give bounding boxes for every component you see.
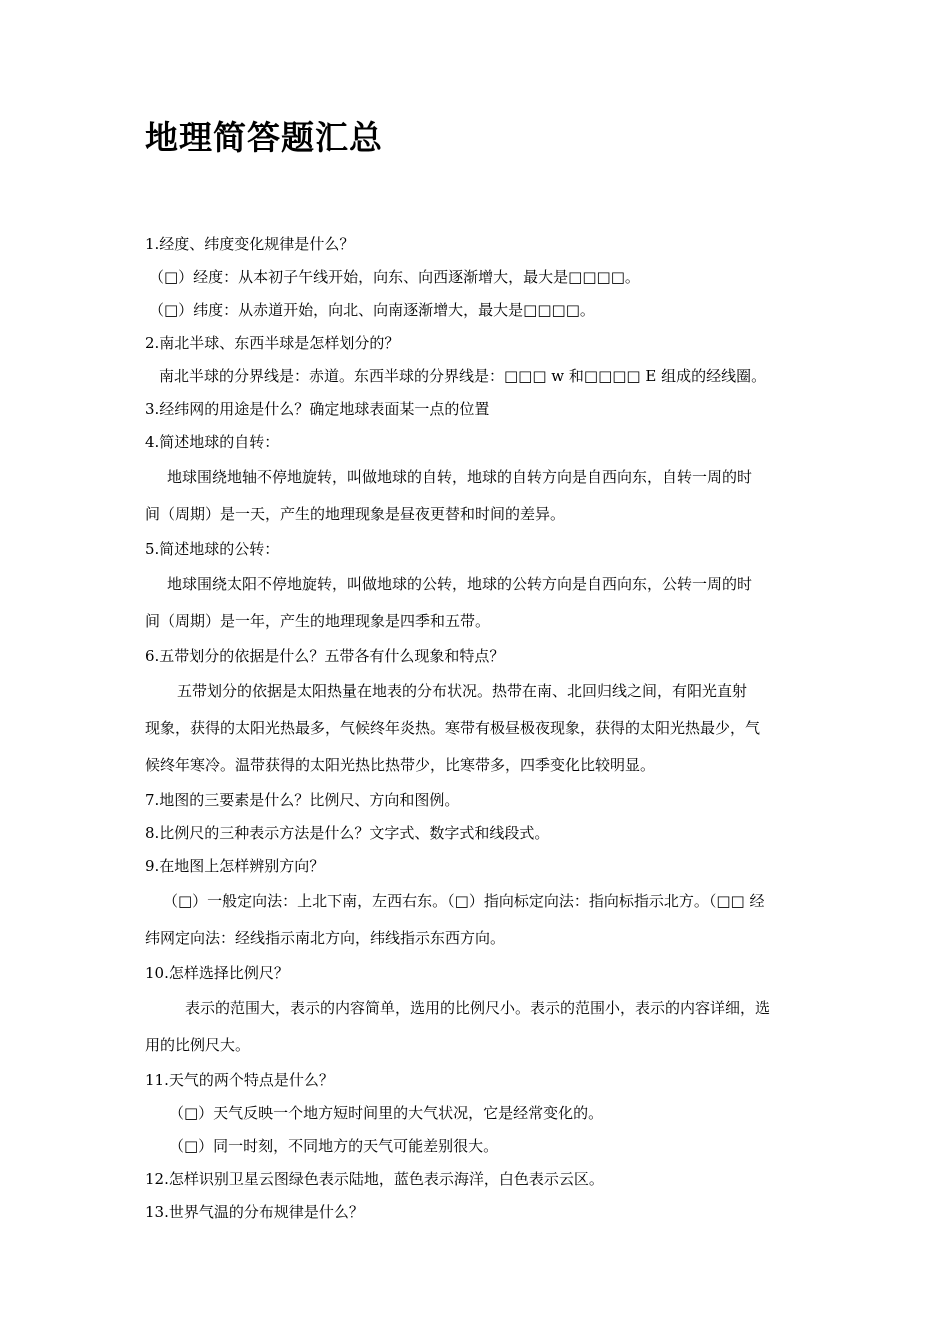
question-7: 7.地图的三要素是什么？比例尺、方向和图例。 — [145, 791, 460, 809]
answer-2: 南北半球的分界线是：赤道。东西半球的分界线是：□□□ w 和□□□□ E 组成的经线圈。 — [159, 367, 767, 385]
answer-1-longitude: （□）经度：从本初子午线开始，向东、向西逐渐增大，最大是□□□□。 — [149, 268, 640, 286]
question-1: 1.经度、纬度变化规律是什么？ — [145, 235, 355, 253]
page-title: 地理简答题汇总 — [145, 118, 383, 157]
question-13: 13.世界气温的分布规律是什么？ — [145, 1203, 364, 1221]
answer-5-line-2: 间（周期）是一年，产生的地理现象是四季和五带。 — [145, 612, 491, 630]
document-body — [145, 228, 810, 1229]
question-4: 4.简述地球的自转： — [145, 433, 280, 451]
question-10: 10.怎样选择比例尺？ — [145, 964, 289, 982]
answer-4-line-1: 地球围绕地轴不停地旋转，叫做地球的自转，地球的自转方向是自西向东，自转一周的时 — [167, 468, 753, 486]
question-12: 12.怎样识别卫星云图绿色表示陆地，蓝色表示海洋，白色表示云区。 — [145, 1170, 604, 1188]
answer-4-line-2: 间（周期）是一天，产生的地理现象是昼夜更替和时间的差异。 — [145, 505, 566, 523]
answer-11-1: （□）天气反映一个地方短时间里的大气状况，它是经常变化的。 — [169, 1104, 604, 1122]
question-9: 9.在地图上怎样辨别方向？ — [145, 857, 325, 875]
question-11: 11.天气的两个特点是什么？ — [145, 1071, 334, 1089]
answer-1-latitude: （□）纬度：从赤道开始，向北、向南逐渐增大，最大是□□□□。 — [149, 301, 595, 319]
question-3: 3.经纬网的用途是什么？确定地球表面某一点的位置 — [145, 400, 490, 418]
question-8: 8.比例尺的三种表示方法是什么？文字式、数字式和线段式。 — [145, 824, 550, 842]
answer-11-2: （□）同一时刻，不同地方的天气可能差别很大。 — [169, 1137, 499, 1155]
question-2: 2.南北半球、东西半球是怎样划分的？ — [145, 334, 400, 352]
answer-10-line-1: 表示的范围大，表示的内容简单，选用的比例尺小。表示的范围小，表示的内容详细，选 — [185, 999, 771, 1017]
answer-9-line-2: 纬网定向法：经线指示南北方向，纬线指示东西方向。 — [145, 929, 506, 947]
answer-9-line-1: （□）一般定向法：上北下南，左西右东。（□）指向标定向法：指向标指示北方。（□□ 经 — [163, 892, 765, 910]
answer-10-line-2: 用的比例尺大。 — [145, 1036, 251, 1054]
question-6: 6.五带划分的依据是什么？五带各有什么现象和特点？ — [145, 647, 505, 665]
answer-6-line-3: 候终年寒冷。温带获得的太阳光热比热带少，比寒带多，四季变化比较明显。 — [145, 756, 656, 774]
question-5: 5.简述地球的公转： — [145, 540, 280, 558]
answer-6-line-1: 五带划分的依据是太阳热量在地表的分布状况。热带在南、北回归线之间，有阳光直射 — [177, 682, 748, 700]
answer-5-line-1: 地球围绕太阳不停地旋转，叫做地球的公转，地球的公转方向是自西向东，公转一周的时 — [167, 575, 753, 593]
answer-6-line-2: 现象，获得的太阳光热最多，气候终年炎热。寒带有极昼极夜现象，获得的太阳光热最少，气 — [145, 719, 761, 737]
